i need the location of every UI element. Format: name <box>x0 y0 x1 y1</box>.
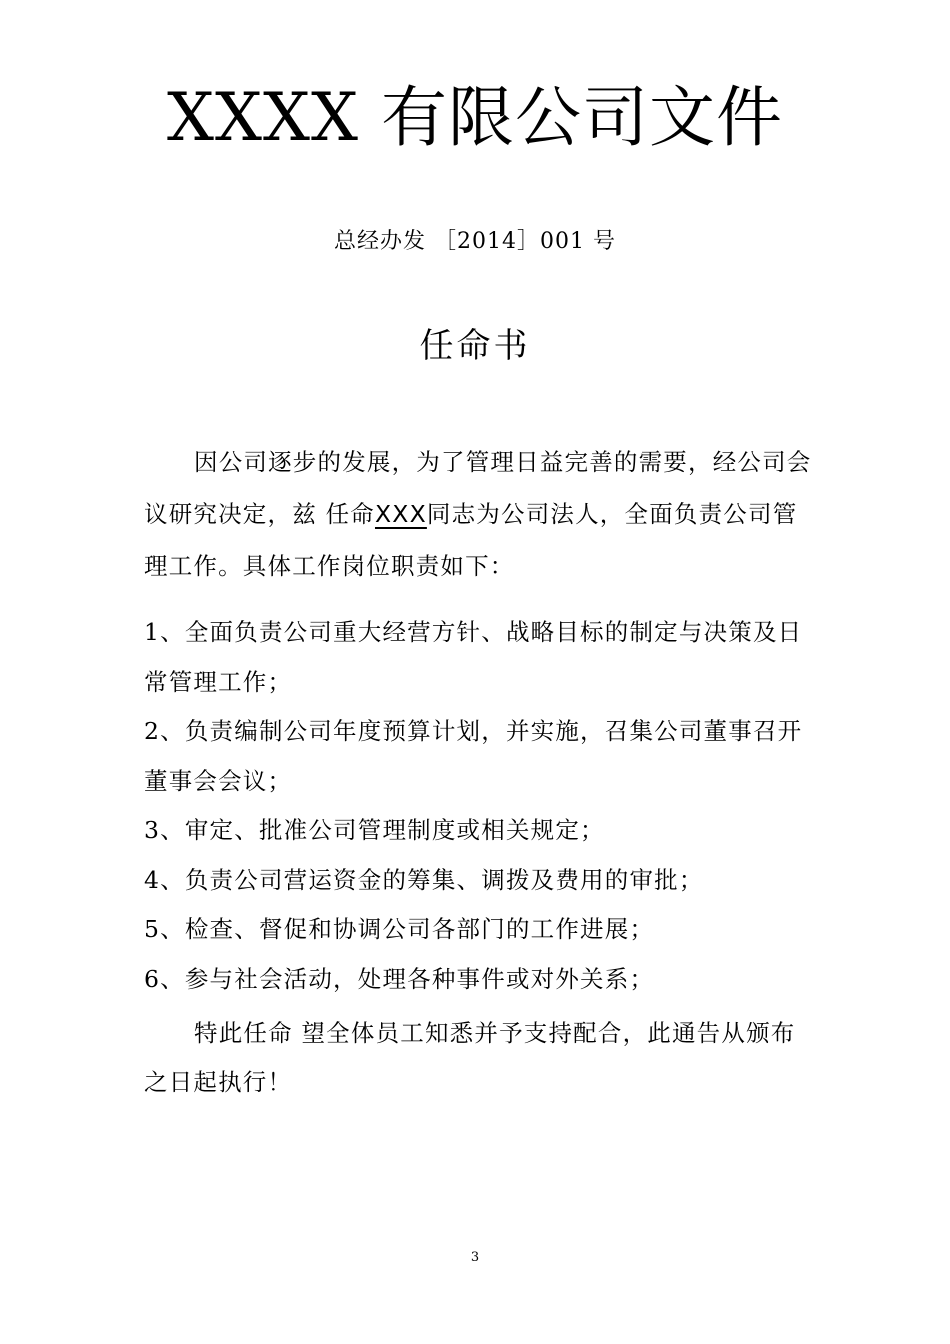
document-title: XXXX 有限公司文件 <box>167 79 783 156</box>
document-number: 总经办发 ［2014］001 号 <box>334 229 616 254</box>
duty-item: 4、负责公司营运资金的筹集、调拨及费用的审批； <box>144 865 704 894</box>
duty-item: 2、负责编制公司年度预算计划，并实施，召集公司董事召开董事会会议； <box>144 717 803 795</box>
intro-paragraph <box>144 436 814 592</box>
intro-text-after-name: 同志为公司法人，全面负责公司管理工作。具体工作岗位职责如下： <box>144 500 798 580</box>
duties-list <box>144 608 814 1004</box>
closing-paragraph: 特此任命 望全体员工知悉并予支持配合，此通告从颁布之日起执行！ <box>144 1019 796 1096</box>
document-heading: 任命书 <box>419 326 531 366</box>
duty-item: 6、参与社会活动，处理各种事件或对外关系； <box>144 964 655 993</box>
duty-item: 5、检查、督促和协调公司各部门的工作进展； <box>144 915 655 943</box>
intro-text-before-name: 因公司逐步的发展，为了管理日益完善的需要，经公司会议研究决定，兹 任命 <box>144 448 812 528</box>
duty-item: 3、审定、批准公司管理制度或相关规定； <box>144 816 605 844</box>
appointee-name: XXX <box>374 500 427 528</box>
page-number: 3 <box>470 1250 480 1265</box>
duty-item: 1、全面负责公司重大经营方针、战略目标的制定与决策及日常管理工作； <box>144 618 803 696</box>
